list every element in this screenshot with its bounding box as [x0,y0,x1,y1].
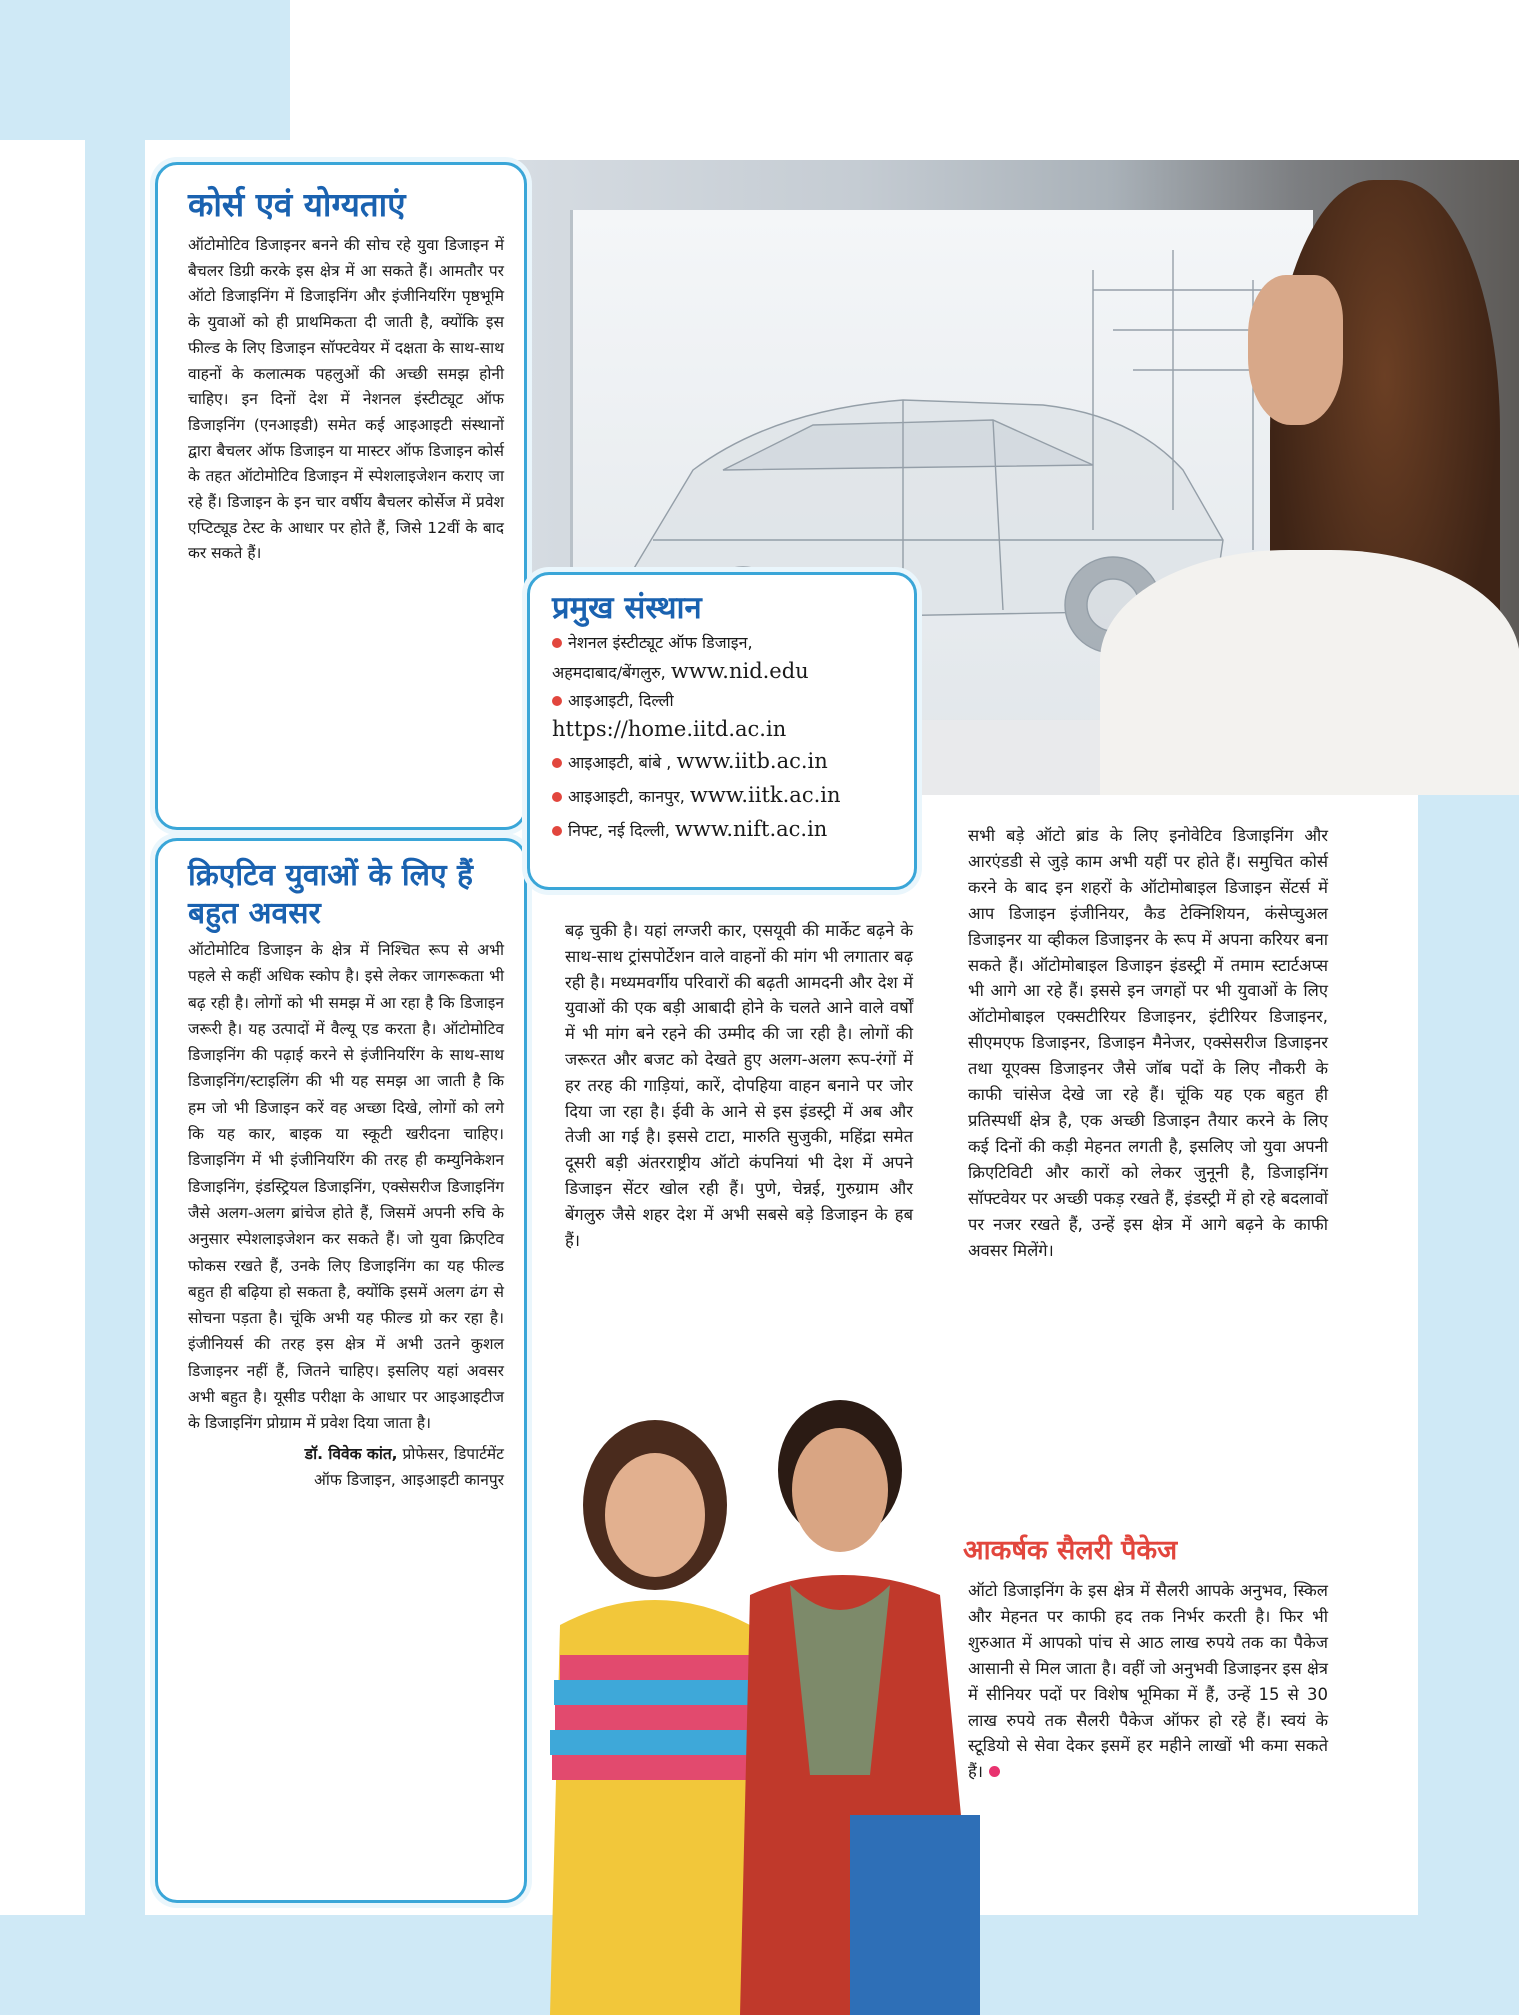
institute-url[interactable]: https://home.iitd.ac.in [552,717,787,741]
institute-item [552,779,896,813]
institute-url[interactable]: www.nift.ac.in [674,817,828,841]
institute-item [552,813,896,847]
bullet-icon [552,826,562,836]
middle-column: बढ़ चुकी है। यहां लग्जरी कार, एसयूवी की मार्केट बढ़ने के साथ-साथ ट्रांसपोर्टेशन वाले वाहनों की मांग भी लगातार बढ़ रही है। मध्यमवर्गीय परिवारों की बढ़ती आमदनी और देश में युवाओं की एक बड़ी आबादी होने के चलते आने वाले वर्षों में भी मांग बने रहने की उम्मीद की जा रही है। लोगों की जरूरत और बजट को देखते हुए अलग-अलग रूप-रंगों में हर तरह की गाड़ियां, कारें, दोपहिया वाहन बनाने पर जोर दिया जा रहा है। ईवी के आने से इस इंडस्ट्री में अब और तेजी आ गई है। इससे टाटा, मारुति सुजुकी, महिंद्रा समेत दूसरी बड़ी अंतरराष्ट्रीय ऑटो कंपनियां भी देश में अपने डिजाइन सेंटर खोल रही हैं। पुणे, चेन्नई, गुरुग्राम और बेंगलुरु जैसे शहर देश में अभी सबसे बड़े डिजाइन के हब हैं। [565,921,913,1250]
end-mark-icon [989,1766,1000,1777]
bullet-icon [552,638,562,648]
author-credit [188,1441,504,1494]
boy-face [792,1428,888,1552]
institute-url[interactable]: www.nid.edu [670,659,809,683]
institutes-title: प्रमुख संस्थान [552,590,702,626]
author-role-1: प्रोफेसर, डिपार्टमेंट [402,1444,504,1463]
woman-face [1248,275,1343,425]
students-photo [520,1395,990,2015]
bg-stripe-top-left [0,0,290,140]
institute-name-2: अहमदाबाद/बेंगलुरु, [552,663,666,682]
courses-body: ऑटोमोटिव डिजाइनर बनने की सोच रहे युवा डिजाइन में बैचलर डिग्री करके इस क्षेत्र में आ सकते हैं। आमतौर पर ऑटो डिजाइनिंग में डिजाइनिंग और इंजीनियरिंग पृष्ठभूमि के युवाओं को ही प्राथमिकता दी जाती है, क्योंकि इस फील्ड के लिए डिजाइन सॉफ्टवेयर में दक्षता के साथ-साथ वाहनों के कलात्मक पहलुओं की अच्छी समझ होनी चाहिए। इन दिनों देश में नेशनल इंस्टीट्यूट ऑफ डिजाइनिंग (एनआइडी) समेत कई आइआइटी संस्थानों द्वारा बैचलर ऑफ डिजाइन या मास्टर ऑफ डिजाइन कोर्स के तहत ऑटोमोटिव डिजाइन में स्पेशलाइजेशन कराए जा रहे हैं। डिजाइन के इन चार वर्षीय बैचलर कोर्सेज में प्रवेश एप्टिट्यूड टेस्ट के आधार पर होते हैं, जिसे 12वीं के बाद कर सकते हैं। [188,236,504,563]
bullet-icon [552,792,562,802]
institute-item [552,629,896,687]
institute-name: आइआइटी, कानपुर, [568,787,685,806]
bg-stripe-left [85,120,145,1920]
salary-text: ऑटो डिजाइनिंग के इस क्षेत्र में सैलरी आपके अनुभव, स्किल और मेहनत पर काफी हद तक निर्भर करती है। फिर भी शुरुआत में आपको पांच से आठ लाख रुपये तक का पैकेज आसानी से मिल जाता है। वहीं जो अनुभवी डिजाइनर इस क्षेत्र में सीनियर पदों पर विशेष भूमिका में हैं, उन्हें 15 से 30 लाख रुपये तक सैलरी पैकेज ऑफर हो रहे हैं। स्वयं के स्टूडियो से सेवा देकर इसमें हर महीने लाखों भी कमा सकते हैं। [968,1581,1328,1782]
institute-url[interactable]: www.iitb.ac.in [676,749,828,773]
bg-stripe-right [1418,760,1519,2015]
institute-url[interactable]: www.iitk.ac.in [689,783,841,807]
right-column: सभी बड़े ऑटो ब्रांड के लिए इनोवेटिव डिजाइनिंग और आरएंडडी से जुड़े काम अभी यहीं पर होते हैं। समुचित कोर्स करने के बाद इन शहरों के ऑटोमोबाइल डिजाइन सेंटर्स में आप डिजाइन इंजीनियर, कैड टेक्निशियन, कंसेप्चुअल डिजाइनर या व्हीकल डिजाइनर के रूप में अपना करियर बना सकते हैं। ऑटोमोबाइल डिजाइन इंडस्ट्री में तमाम स्टार्टअप्स भी आगे आ रहे हैं। इससे इन जगहों पर भी युवाओं के लिए ऑटोमोबाइल एक्सटीरियर डिजाइनर, इंटीरियर डिजाइनर, सीएमएफ डिजाइनर, डिजाइन मैनेजर, एक्सेसरीज डिजाइनर तथा यूएक्स डिजाइनर जैसे जॉब पदों के लिए नौकरी के काफी चांसेज देखे जा रहे हैं। चूंकि यह एक बहुत ही प्रतिस्पर्धी क्षेत्र है, एक अच्छी डिजाइन तैयार करने के लिए कई दिनों की कड़ी मेहनत लगती है, इसलिए जो युवा अपनी क्रिएटिविटी और कारों को लेकर जुनूनी है, डिजाइनिंग सॉफ्टवेयर पर अच्छी पकड़ रखते हैं, इंडस्ट्री में हो रहे बदलावों पर नजर रखते हैं, उन्हें इस क्षेत्र में आगे बढ़ने के काफी अवसर मिलेंगे। [968,826,1328,1260]
institute-name: निफ्ट, नई दिल्ली, [568,821,670,840]
courses-title: कोर्स एवं योग्यताएं [188,185,406,224]
author-role-2: ऑफ डिजाइन, आइआइटी कानपुर [314,1470,504,1489]
boy-folder [850,1815,980,2015]
institutes-list [552,629,896,847]
opportunities-box [155,838,527,1903]
institutes-box [527,572,917,890]
institute-name: आइआइटी, बांबे , [568,753,672,772]
woman-shirt [1100,550,1519,795]
institute-name: आइआइटी, दिल्ली [568,691,674,710]
institute-item [552,687,896,745]
girl-face [605,1453,705,1577]
bullet-icon [552,696,562,706]
salary-body [968,1578,1328,1785]
bullet-icon [552,758,562,768]
salary-title: आकर्षक सैलरी पैकेज [963,1535,1178,1566]
courses-box [155,162,527,830]
institute-name: नेशनल इंस्टीट्यूट ऑफ डिजाइन, [568,633,753,652]
opportunities-title: क्रिएटिव युवाओं के लिए हैं बहुत अवसर [188,858,473,931]
author-name: डॉ. विवेक कांत, [304,1444,398,1463]
institute-item [552,745,896,779]
opportunities-body: ऑटोमोटिव डिजाइन के क्षेत्र में निश्चित रूप से अभी पहले से कहीं अधिक स्कोप है। इसे लेकर जागरूकता भी बढ़ रही है। लोगों को भी समझ में आ रहा है कि डिजाइन जरूरी है। यह उत्पादों में वैल्यू एड करता है। ऑटोमोटिव डिजाइनिंग की पढ़ाई करने से इंजीनियरिंग के साथ-साथ डिजाइनिंग/स्टाइलिंग की भी यह समझ आ जाती है कि हम जो भी डिजाइन करें वह अच्छा दिखे, लोगों को लगे कि यह कार, बाइक या स्कूटी खरीदना चाहिए। डिजाइनिंग में भी इंजीनियरिंग की तरह ही कम्युनिकेशन डिजाइनिंग, इंडस्ट्रियल डिजाइनिंग, एक्सेसरीज डिजाइनिंग जैसे अलग-अलग ब्रांचेज होते हैं, जिसमें अपनी रुचि के अनुसार स्पेशलाइजेशन कर सकते हैं। जो युवा क्रिएटिव फोकस रखते हैं, उनके लिए डिजाइनिंग का यह फील्ड बहुत ही बढ़िया हो सकता है, क्योंकि इसमें अलग ढंग से सोचना पड़ता है। चूंकि अभी यह फील्ड ग्रो कर रहा है। इंजीनियर्स की तरह इस क्षेत्र में अभी उतने कुशल डिजाइनर नहीं हैं, जितने चाहिए। इसलिए यहां अवसर अभी बहुत है। यूसीड परीक्षा के आधार पर आइआइटीज के डिजाइनिंग प्रोग्राम में प्रवेश दिया जाता है। [188,941,504,1433]
